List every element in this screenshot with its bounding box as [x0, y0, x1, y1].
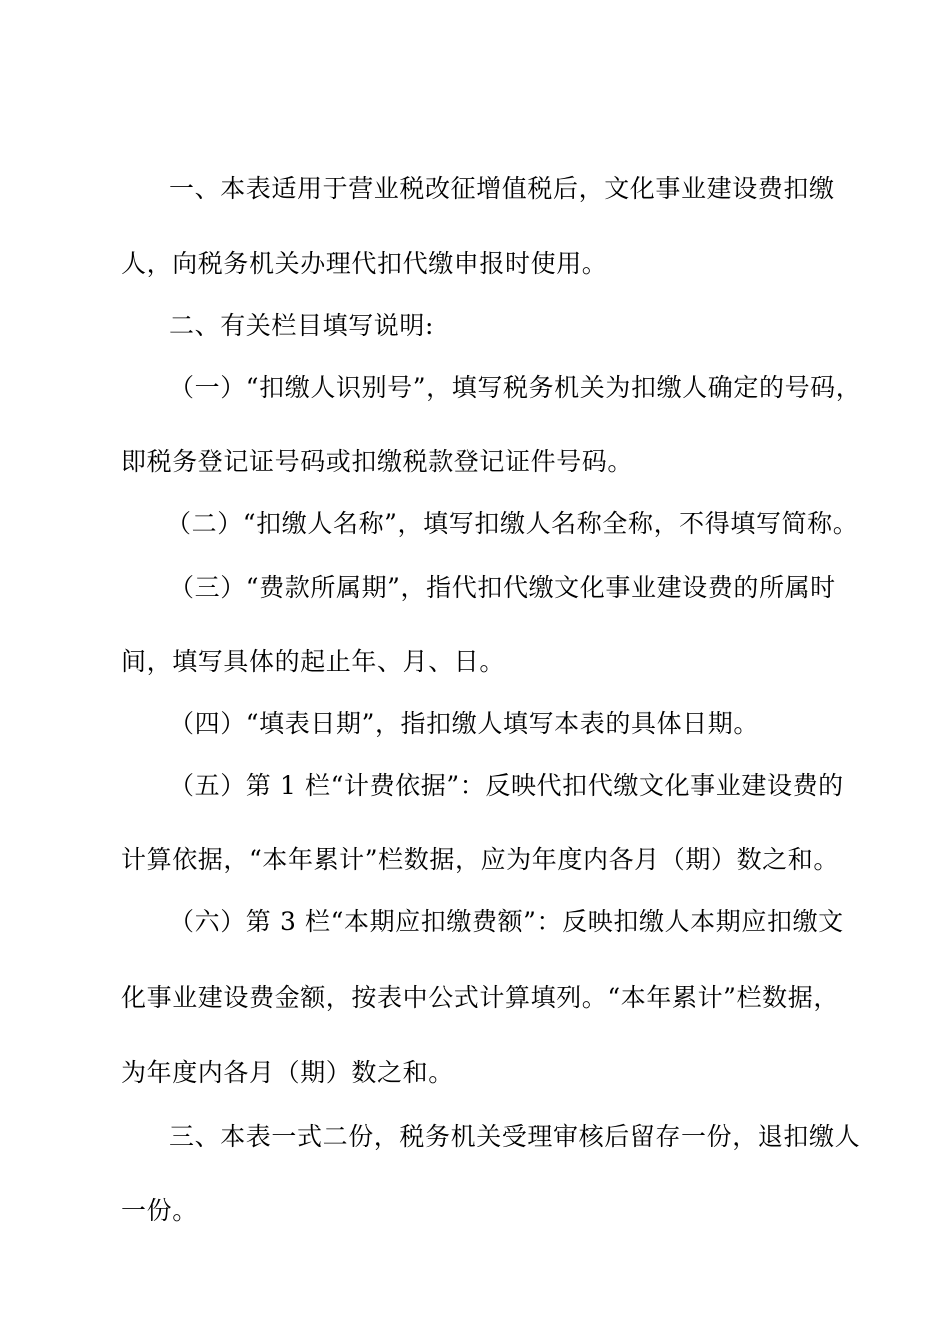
item-1-line-1: （一）“扣缴人识别号”，填写税务机关为扣缴人确定的号码， [169, 373, 862, 402]
item-6-line-2: 化事业建设费金额，按表中公式计算填列。“本年累计”栏数据， [121, 983, 839, 1012]
item-5-line-1: （五）第 1 栏“计费依据”：反映代扣代缴文化事业建设费的 [169, 771, 844, 800]
item-6-line-1: （六）第 3 栏“本期应扣缴费额”：反映扣缴人本期应扣缴文 [169, 907, 844, 936]
item-5-line-2: 计算依据，“本年累计”栏数据，应为年度内各月（期）数之和。 [121, 845, 839, 874]
item-2-line-1: （二）“扣缴人名称”，填写扣缴人名称全称，不得填写简称。 [166, 509, 859, 538]
section-3-line-2: 一份。 [121, 1196, 198, 1225]
section-3-line-1: 三、本表一式二份，税务机关受理审核后留存一份，退扣缴人 [169, 1122, 861, 1151]
item-4-line-1: （四）“填表日期”，指扣缴人填写本表的具体日期。 [169, 709, 759, 738]
item-3-line-2: 间，填写具体的起止年、月、日。 [121, 647, 506, 676]
item-6-line-3: 为年度内各月（期）数之和。 [121, 1058, 454, 1087]
item-3-line-1: （三）“费款所属期”，指代扣代缴文化事业建设费的所属时 [169, 573, 836, 602]
paragraph-1-line-2: 人，向税务机关办理代扣代缴申报时使用。 [121, 249, 608, 278]
section-2-heading: 二、有关栏目填写说明: [169, 311, 435, 340]
item-1-line-2: 即税务登记证号码或扣缴税款登记证件号码。 [121, 447, 634, 476]
paragraph-1-line-1: 一、本表适用于营业税改征增值税后，文化事业建设费扣缴 [169, 174, 835, 203]
